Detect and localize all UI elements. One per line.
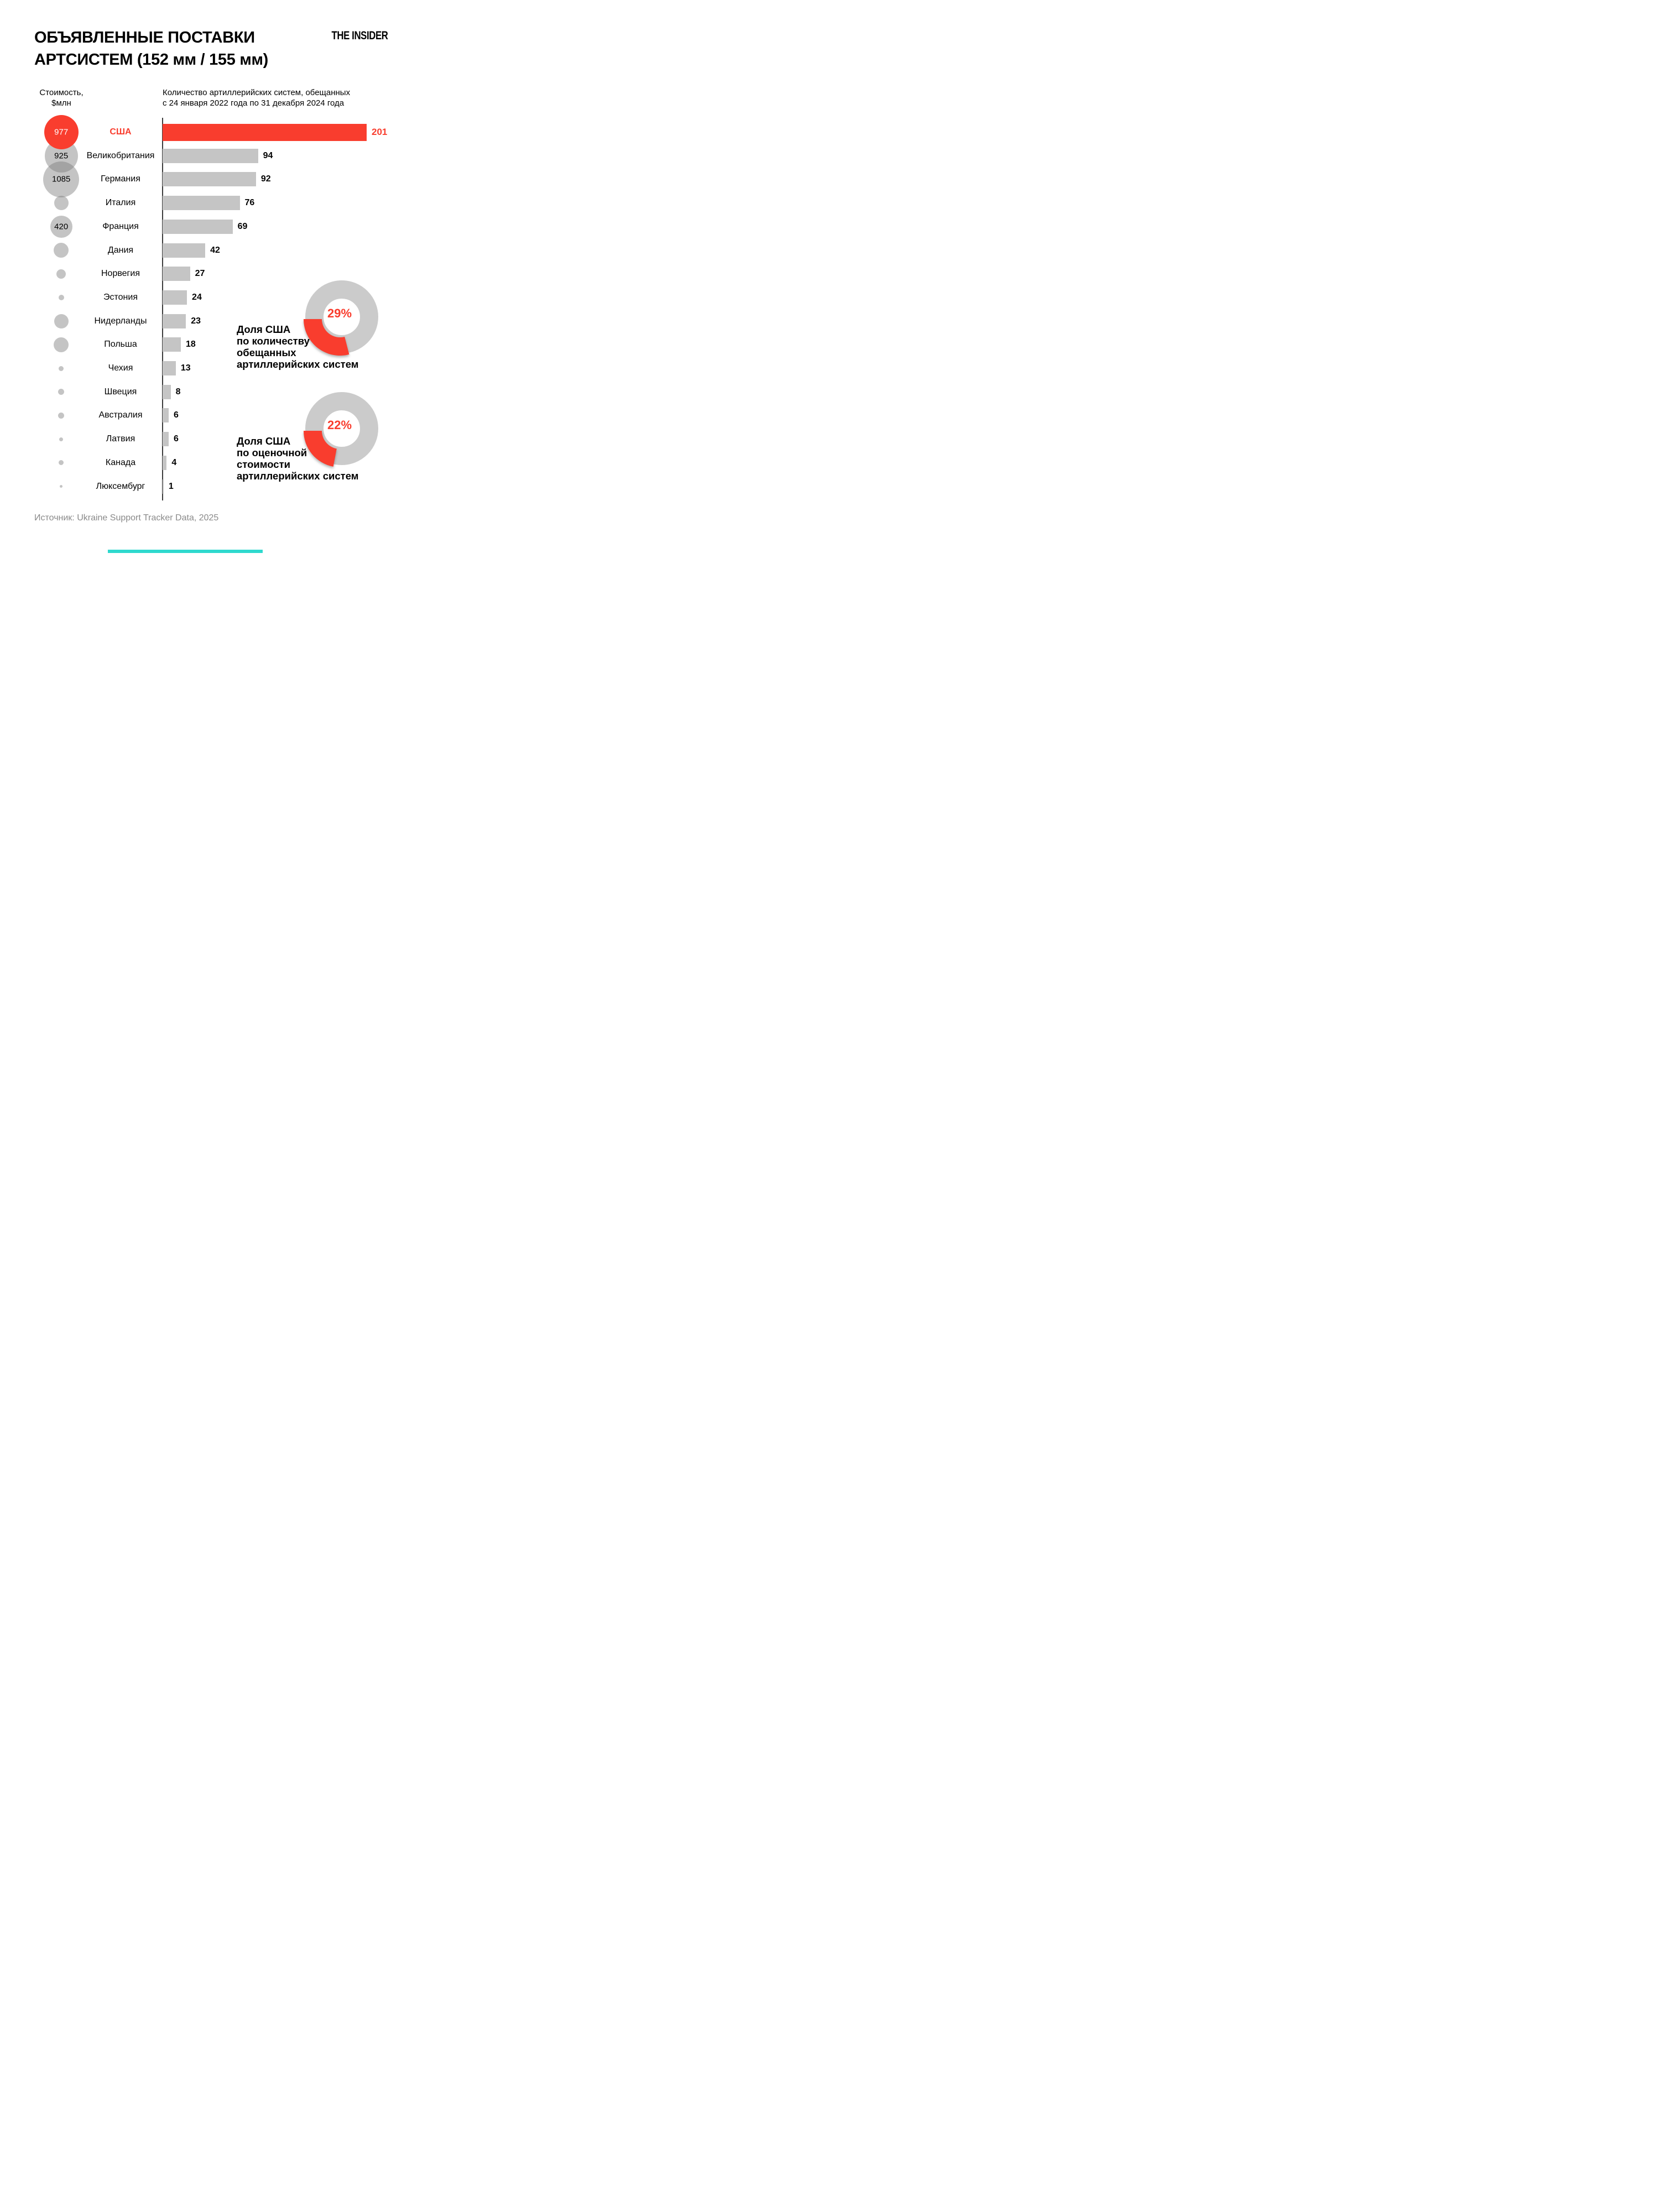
cost-bubble [54, 314, 69, 328]
quantity-value: 69 [237, 221, 248, 231]
quantity-value: 94 [263, 150, 273, 160]
quantity-column-header [163, 87, 395, 108]
quantity-value: 4 [171, 457, 177, 467]
country-label: Чехия [108, 363, 133, 373]
cost-bubble [59, 366, 64, 371]
country-label: Германия [101, 174, 140, 184]
cost-bubble [58, 389, 64, 395]
quantity-value: 18 [186, 340, 196, 349]
cost-bubble [54, 337, 69, 352]
cost-bubble-value: 1085 [52, 174, 71, 184]
cost-bubble [59, 460, 64, 465]
quantity-value: 6 [174, 410, 179, 420]
quantity-bar [163, 172, 256, 186]
donut-percent-label: 22% [327, 418, 352, 432]
quantity-value: 23 [191, 316, 201, 326]
country-label: Люксембург [96, 481, 145, 491]
quantity-bar [163, 196, 240, 210]
quantity-value: 8 [175, 387, 181, 397]
donut-caption-line: артиллерийских систем [237, 358, 359, 370]
page-title-line2: АРТСИСТЕМ (152 мм / 155 мм) [34, 51, 268, 69]
cost-bubble-value: 420 [54, 222, 69, 232]
quantity-value: 1 [168, 481, 174, 491]
country-label: США [109, 127, 132, 137]
cost-bubble [59, 437, 63, 441]
cost-bubble-value: 977 [54, 127, 69, 137]
cost-bubble [54, 243, 69, 258]
cost-header-line2: $млн [51, 98, 71, 108]
quantity-value: 201 [372, 127, 388, 137]
donut-caption-line: по количеству [237, 335, 310, 347]
country-label: Италия [105, 198, 136, 208]
country-label: Нидерланды [94, 316, 147, 326]
us-share-donut-chart [303, 278, 380, 356]
quantity-value: 13 [180, 363, 191, 373]
quantity-value: 6 [174, 434, 179, 444]
donut-percent-label: 29% [327, 306, 352, 320]
footer-accent-bar [108, 550, 263, 553]
quantity-value: 24 [192, 292, 202, 302]
quantity-value: 27 [195, 269, 205, 279]
qty-header-line2: с 24 января 2022 года по 31 декабря 2024 года [163, 98, 345, 108]
country-label: Эстония [103, 292, 138, 302]
country-label: Швеция [104, 387, 137, 397]
us-share-donut-chart [303, 390, 380, 467]
donut-caption-line: Доля США [237, 435, 291, 447]
cost-bubble [58, 413, 64, 419]
qty-header-line1: Количество артиллерийских систем, обещанных [163, 88, 351, 97]
quantity-value: 42 [210, 245, 220, 255]
infographic-page [0, 0, 415, 553]
country-label: Дания [107, 245, 134, 255]
quantity-bar [163, 124, 367, 141]
quantity-bar [163, 149, 258, 163]
quantity-bar [163, 243, 205, 258]
quantity-value: 76 [244, 198, 255, 208]
cost-bubble [54, 196, 69, 210]
cost-column-header [22, 87, 101, 108]
donut-caption-line: по оценочной [237, 447, 307, 458]
cost-bubble [59, 295, 64, 300]
the-insider-logo: THE INSIDER [331, 29, 388, 42]
quantity-value: 92 [260, 174, 271, 184]
cost-bubble [56, 269, 66, 279]
country-label: Австралия [98, 410, 143, 420]
source-note: Источник: Ukraine Support Tracker Data, 2025 [34, 513, 219, 523]
page-title [34, 27, 268, 71]
donut-caption-line: артиллерийских систем [237, 470, 359, 482]
cost-bubble-value: 925 [54, 151, 69, 161]
country-label: Канада [105, 457, 136, 467]
country-label: Польша [104, 340, 137, 349]
country-label: Франция [102, 221, 139, 231]
donut-caption-line: обещанных [237, 347, 296, 358]
quantity-bar [163, 220, 233, 234]
cost-bubble [60, 485, 62, 488]
donut-caption-line: стоимости [237, 458, 290, 470]
cost-header-line1: Стоимость, [39, 88, 84, 97]
country-label: Великобритания [86, 150, 155, 160]
page-title-line1: ОБЪЯВЛЕННЫЕ ПОСТАВКИ [34, 29, 255, 46]
country-label: Норвегия [101, 269, 140, 279]
donut-caption-line: Доля США [237, 324, 291, 335]
country-label: Латвия [106, 434, 135, 444]
